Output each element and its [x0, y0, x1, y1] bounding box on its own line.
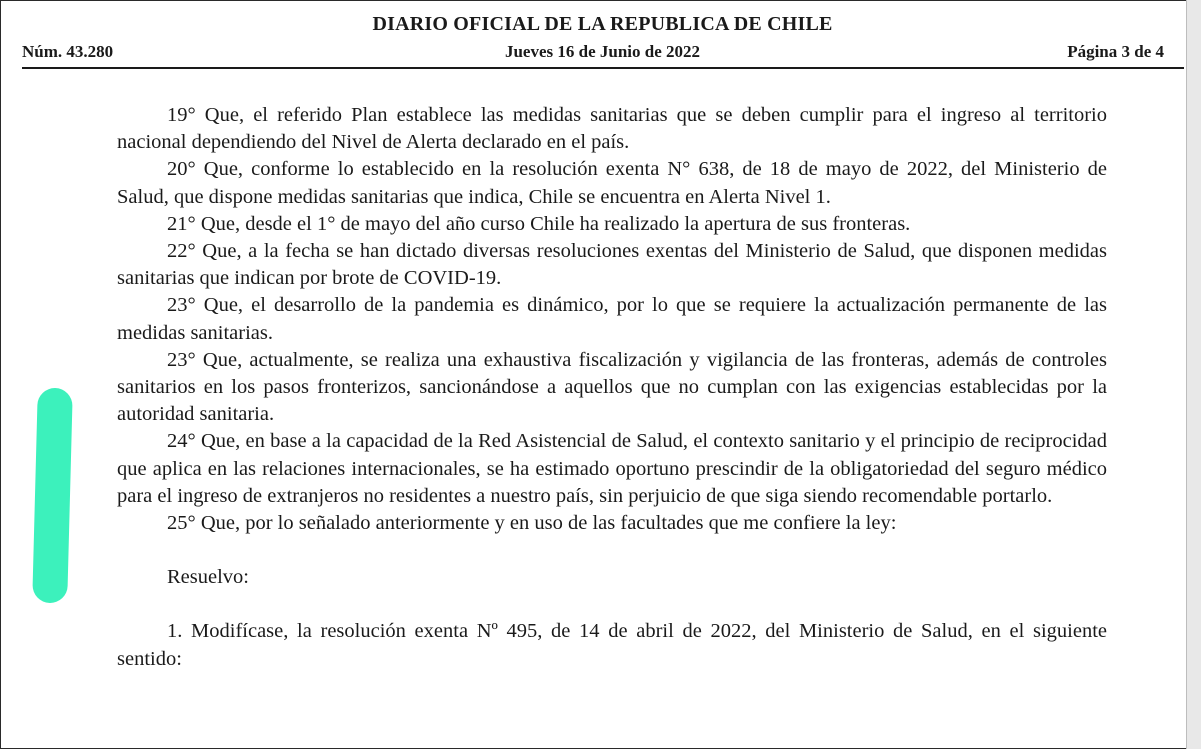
page-indicator: Página 3 de 4 [1067, 42, 1164, 61]
gazette-title: DIARIO OFICIAL DE LA REPUBLICA DE CHILE [372, 13, 833, 35]
paragraph-19: 19° Que, el referido Plan establece las medidas sanitarias que se deben cumplir para el ingreso al territorio nacional dependiendo del Nivel de Alerta declarado en el país. [117, 104, 1107, 154]
paragraph-21: 21° Que, desde el 1° de mayo del año curso Chile ha realizado la apertura de sus fronteras. [167, 212, 911, 235]
resolution-heading: Resuelvo: [167, 566, 249, 589]
issue-number: Núm. 43.280 [22, 42, 114, 61]
paragraph-24: 24° Que, en base a la capacidad de la Red Asistencial de Salud, el contexto sanitario y el principio de reciprocidad que aplica en las relaciones internacionales, se ha estimado oportuno prescindir de la obligatoriedad del seguro médico para el ingreso de extranjeros no residentes a nuestro país, sin perjuicio de que siga siendo recomendable portarlo. [117, 430, 1107, 507]
spacer [117, 591, 1107, 618]
spacer [117, 537, 1107, 564]
paragraph-20: 20° Que, conforme lo establecido en la resolución exenta N° 638, de 18 de mayo de 2022, del Ministerio de Salud, que dispone medidas sanitarias que indica, Chile se encuentra en Alerta Nivel 1. [117, 158, 1107, 208]
paragraph-22: 22° Que, a la fecha se han dictado diversas resoluciones exentas del Ministerio de Salud, que disponen medidas sanitarias que indican por brote de COVID-19. [117, 240, 1107, 290]
paragraph-23b: 23° Que, actualmente, se realiza una exhaustiva fiscalización y vigilancia de las fronteras, además de controles sanitarios en los pasos fronterizos, sancionándose a aquellos que no cumplan con las exigencias establecidas por la autoridad sanitaria. [117, 348, 1107, 426]
document-body [117, 102, 1107, 673]
highlighter-mark [32, 388, 73, 604]
paragraph-23a: 23° Que, el desarrollo de la pandemia es dinámico, por lo que se requiere la actualización permanente de las medidas sanitarias. [117, 294, 1107, 344]
resolution-item-1: 1. Modifícase, la resolución exenta Nº 495, de 14 de abril de 2022, del Ministerio de Salud, en el siguiente sentido: [117, 620, 1107, 670]
gazette-header [0, 0, 1185, 72]
header-divider [22, 67, 1184, 69]
page-edge [1186, 0, 1201, 749]
paragraph-25: 25° Que, por lo señalado anteriormente y en uso de las facultades que me confiere la ley: [167, 512, 897, 535]
issue-date: Jueves 16 de Junio de 2022 [504, 42, 701, 61]
